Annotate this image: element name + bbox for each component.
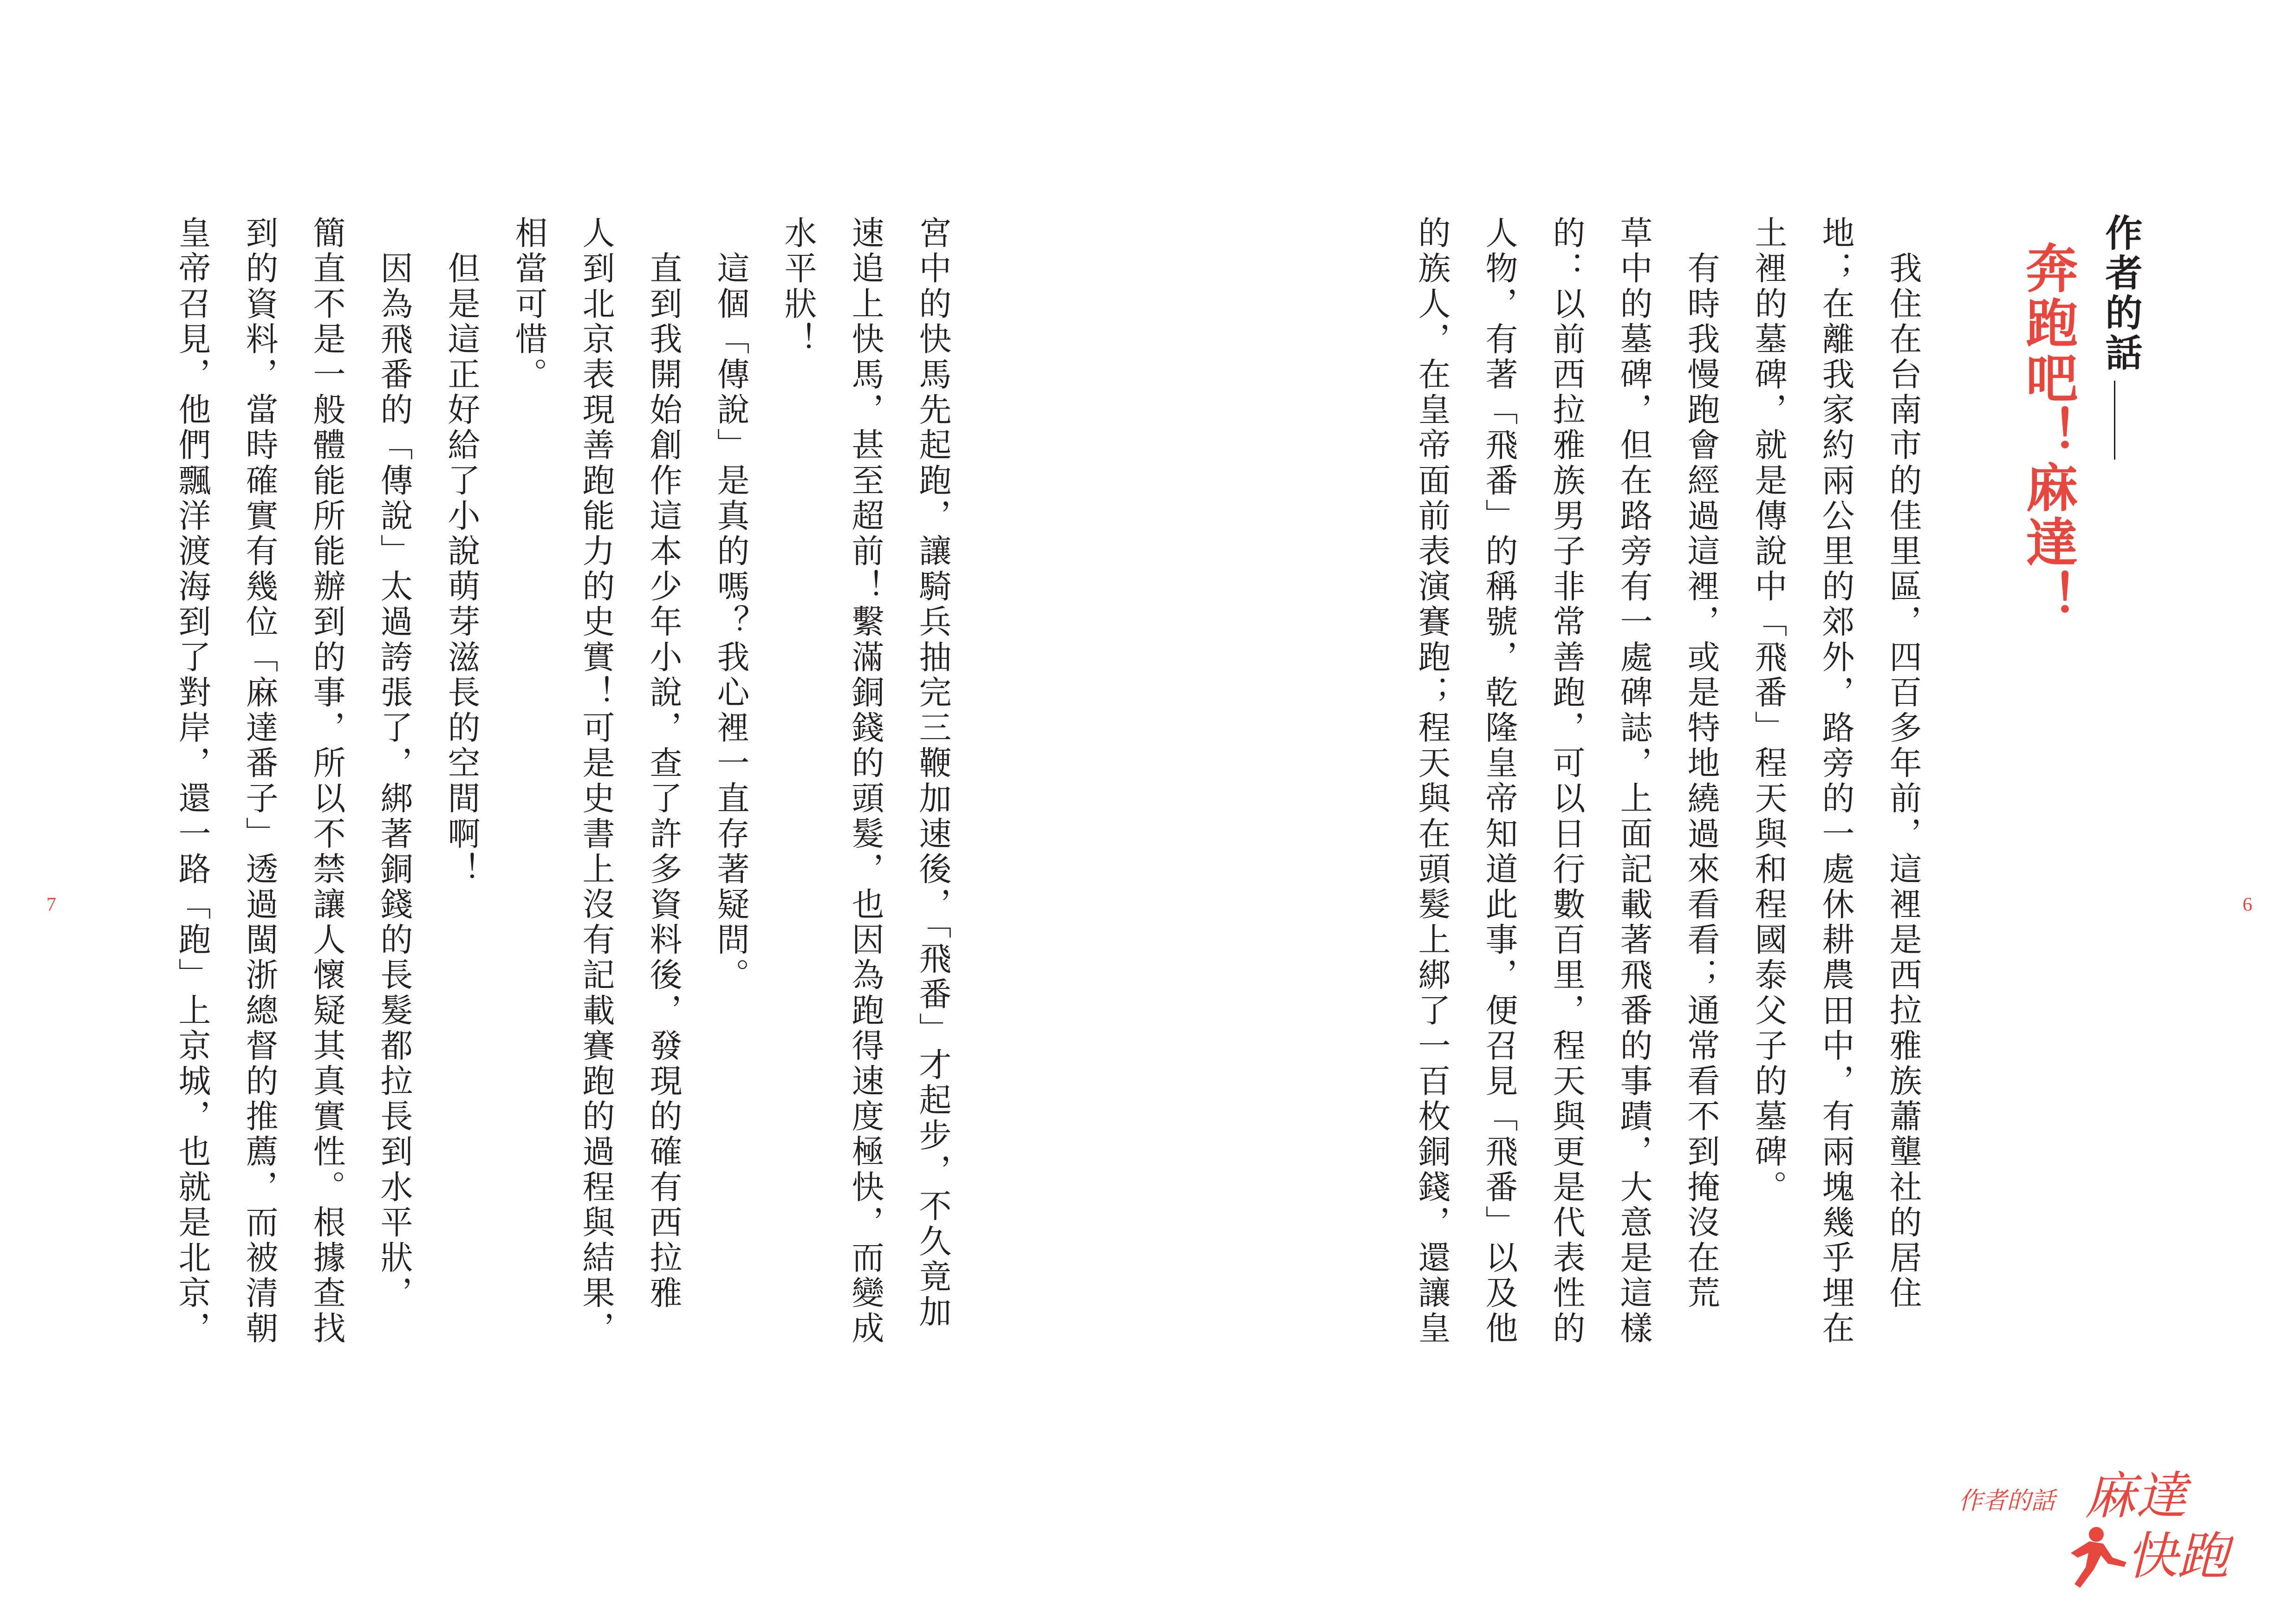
body-column: 的：以前西拉雅族男子非常善跑，可以日行數百里，程天與更是代表性的 xyxy=(1548,216,1586,1347)
body-column: 我住在台南市的佳里區，四百多年前，這裡是西拉雅族蕭壟社的居住 xyxy=(1884,216,1922,1312)
body-column: 簡直不是一般體能所能辦到的事，所以不禁讓人懷疑其真實性。根據查找 xyxy=(308,216,346,1347)
body-column: 有時我慢跑會經過這裡，或是特地繞過來看看；通常看不到掩沒在荒 xyxy=(1682,216,1720,1312)
body-column: 皇帝召見，他們飄洋渡海到了對岸，還一路「跑」上京城，也就是北京， xyxy=(173,216,211,1347)
body-column: 土裡的墓碑，就是傳說中「飛番」程天與和程國泰父子的墓碑。 xyxy=(1749,216,1788,1205)
body-column: 但是這正好給了小說萌芽滋長的空間啊！ xyxy=(442,216,481,887)
runner-logo-icon xyxy=(2052,1458,2233,1597)
heading-dash xyxy=(2114,381,2115,460)
section-label: 作者的話 xyxy=(2099,214,2142,373)
runner-figure xyxy=(2071,1527,2126,1588)
body-column: 地；在離我家約兩公里的郊外，路旁的一處休耕農田中，有兩塊幾乎埋在 xyxy=(1817,216,1855,1347)
body-column: 速追上快馬，甚至超前！繫滿銅錢的頭髮，也因為跑得速度極快，而變成 xyxy=(846,216,884,1347)
body-column: 水平狀！ xyxy=(779,216,817,357)
page-number-left: 7 xyxy=(46,894,56,916)
body-column: 因為飛番的「傳說」太過誇張了，綁著銅錢的長髮都拉長到水平狀， xyxy=(375,216,413,1312)
logo-text-top: 麻達 xyxy=(2085,1466,2187,1526)
body-column: 宮中的快馬先起跑，讓騎兵抽完三鞭加速後，「飛番」才起步，不久竟加 xyxy=(914,216,952,1331)
body-column: 直到我開始創作這本少年小說，查了許多資料後，發現的確有西拉雅 xyxy=(644,216,683,1312)
body-column: 人到北京表現善跑能力的史實！可是史書上沒有記載賽跑的過程與結果， xyxy=(577,216,615,1347)
body-column: 到的資料，當時確實有幾位「麻達番子」透過閩浙總督的推薦，而被清朝 xyxy=(241,216,279,1347)
body-column: 的族人，在皇帝面前表演賽跑；程天與在頭髮上綁了一百枚銅錢，還讓皇 xyxy=(1413,216,1451,1347)
page-number-right: 6 xyxy=(2243,894,2252,916)
body-column: 這個「傳說」是真的嗎？我心裡一直存著疑問。 xyxy=(712,216,750,994)
chapter-title: 奔跑吧！麻達！ xyxy=(2017,241,2078,625)
logo-text-bottom: 快跑 xyxy=(2126,1527,2229,1586)
body-column: 人物，有著「飛番」的稱號，乾隆皇帝知道此事，便召見「飛番」以及他 xyxy=(1480,216,1518,1347)
footer-section-label: 作者的話 xyxy=(1958,1487,2055,1515)
body-column: 草中的墓碑，但在路旁有一處碑誌，上面記載著飛番的事蹟，大意是這樣 xyxy=(1615,216,1653,1347)
body-column: 相當可惜。 xyxy=(510,216,548,393)
